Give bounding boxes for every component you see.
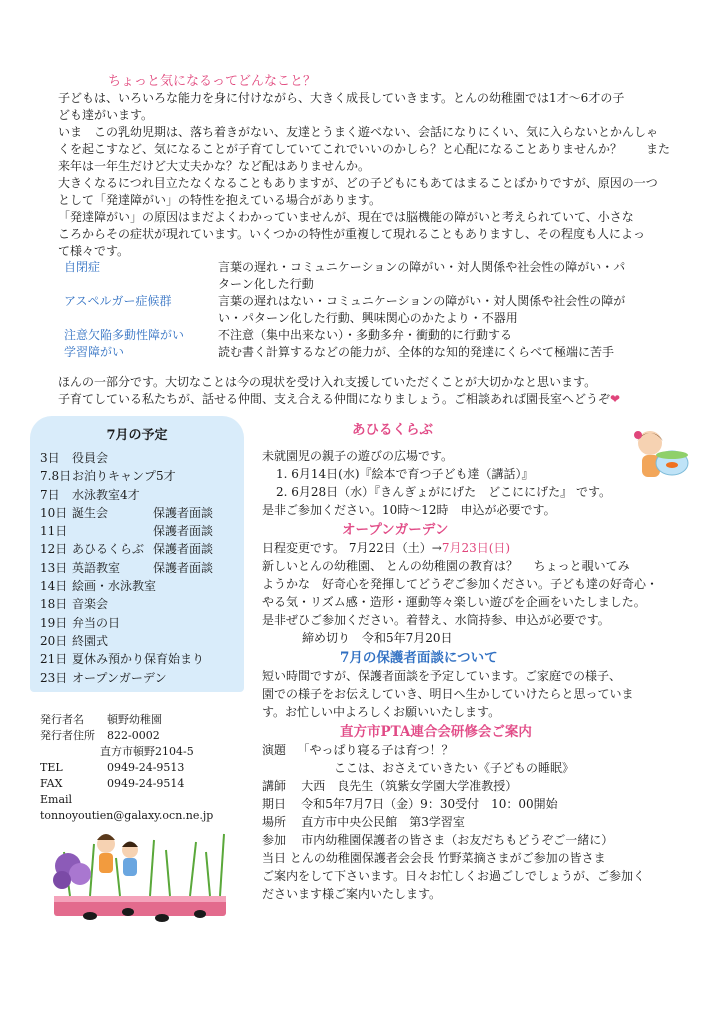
schedule-title: 7月の予定 bbox=[106, 428, 168, 443]
schedule-list bbox=[40, 450, 244, 688]
publisher-address-label: 発行者住所 bbox=[40, 729, 95, 742]
hydrangea-icon bbox=[53, 853, 91, 889]
theme-label: 演題 bbox=[262, 743, 287, 757]
intro-line: いま この乳幼児期は、落ち着きがない、友達とうまく遊べない、会話になりにくい、気に入らないとかんしゃ bbox=[58, 125, 659, 139]
publisher-name: 頓野幼稚園 bbox=[107, 713, 162, 726]
schedule-date: 3日 bbox=[40, 451, 60, 465]
date-text: 令和5年7月7日（金）9：30受付 10：00開始 bbox=[301, 797, 558, 811]
pta-lecturer bbox=[262, 778, 692, 796]
intro-line: ども達がいます。 bbox=[58, 108, 154, 122]
term-row bbox=[58, 276, 688, 293]
open-garden-line: 新しいとんの幼稚園、 とんの幼稚園の教育は？ ちょっと覗いてみ bbox=[262, 559, 630, 573]
schedule-row bbox=[40, 468, 244, 486]
place-text: 直方市中央公民館 第3学習室 bbox=[301, 815, 465, 829]
schedule-extra: 保護者面談 bbox=[153, 560, 214, 575]
schedule-date: 14日 bbox=[40, 579, 68, 594]
open-garden-line: ようかな 好奇心を発揮してどうぞご参加ください。子ども達の好奇心・ bbox=[262, 577, 659, 591]
parent-meeting-line: 園での様子をお伝えしていき、明日へ生かしていけたらと思っていま bbox=[262, 687, 634, 701]
schedule-extra: 保護者面談 bbox=[153, 505, 214, 520]
open-garden-title: オープンガーデン bbox=[342, 522, 449, 538]
heart-icon: ❤ bbox=[610, 392, 621, 406]
schedule-row bbox=[40, 560, 244, 578]
closing-paragraph bbox=[58, 374, 620, 408]
email-label: Email bbox=[40, 793, 73, 806]
term-name: アスペルガー症候群 bbox=[64, 294, 172, 308]
closing-line: ほんの一部分です。大切なことは今の現状を受け入れ支援していただくことが大切かなと思います。 bbox=[58, 375, 597, 389]
theme-text: 「やっぱり寝る子は育つ！？ bbox=[297, 743, 454, 757]
schedule-date: 19日 bbox=[40, 615, 68, 630]
term-row bbox=[58, 259, 688, 276]
term-name: 注意欠陥多動性障がい bbox=[64, 328, 185, 342]
publisher-address: 直方市頓野2104-5 bbox=[100, 745, 194, 758]
schedule-date: 11日 bbox=[40, 524, 68, 539]
pta-theme-sub: ここは、おさえていきたい《子どもの睡眠》 bbox=[334, 761, 575, 775]
tel-number: 0949-24-9513 bbox=[107, 761, 185, 774]
schedule-date: 10日 bbox=[40, 505, 68, 520]
schedule-row bbox=[40, 651, 244, 669]
pta-date bbox=[262, 796, 692, 814]
email-address[interactable]: tonnoyoutien@galaxy.ocn.ne.jp bbox=[40, 809, 214, 822]
open-garden-line: 是非ぜひご参加ください。着替え、水筒持参、申込が必要です。 bbox=[262, 613, 610, 627]
intro-line: 大きくなるにつれ目立たなくなることもありますが、どの子どもにもあてはまることばかりですが、原因の一つ bbox=[58, 176, 658, 190]
schedule-event: お泊りキャンプ5才 bbox=[72, 469, 176, 484]
open-garden-deadline: 締め切り 令和5年7月20日 bbox=[302, 631, 453, 645]
schedule-row bbox=[40, 523, 244, 541]
closing-text: 子育てしている私たちが、話せる仲間、支え合える仲間になりましょう。ご相談あれば園長室へどうぞ bbox=[58, 392, 611, 406]
schedule-event: あひるくらぶ bbox=[72, 542, 145, 557]
lecturer-label: 講師 bbox=[262, 779, 287, 793]
intro-line: て様々です。 bbox=[58, 244, 130, 258]
schedule-event: 夏休み預かり保育始まり bbox=[72, 652, 205, 667]
ahiru-title: あひるくらぶ bbox=[352, 422, 433, 438]
ahiru-line: 2. 6月28日（水）『きんぎょがにげた どこににげた』 です。 bbox=[276, 485, 612, 499]
open-garden-line: やる気・リズム感・造形・運動等々楽しい遊びを企画をいたしました。 bbox=[262, 595, 646, 609]
intro-line: くを起こすなど、気になることが子育てしていてこれでいいのかしら？と心配になることありませんか？ また bbox=[58, 142, 671, 156]
grass-icon bbox=[64, 834, 224, 896]
pta-closing-line: ご案内をして下さいます。日々お忙しくお過ごしでしょうが、ご参加く bbox=[262, 869, 646, 883]
term-definition: 言葉の遅れ・コミュニケーションの障がい・対人関係や社会性の障がい・パ bbox=[218, 260, 626, 274]
schedule-date: 18日 bbox=[40, 597, 68, 612]
schedule-extra: 保護者面談 bbox=[153, 542, 214, 557]
schedule-date: 21日 bbox=[40, 652, 68, 667]
term-name: 自閉症 bbox=[64, 260, 101, 274]
ahiru-line: 未就園児の親子の遊びの広場です。 bbox=[262, 449, 454, 463]
lecturer-text: 大西 良先生（筑紫女学園大学准教授） bbox=[301, 779, 518, 793]
new-date: 7月23日(日) bbox=[441, 541, 511, 555]
term-row bbox=[58, 344, 688, 361]
parent-meeting-line: 短い時間ですが、保護者面談を予定しています。ご家庭での様子、 bbox=[262, 669, 622, 683]
join-label: 参加 bbox=[262, 833, 287, 847]
schedule-event: 音楽会 bbox=[72, 597, 109, 612]
closing-line bbox=[58, 391, 620, 408]
intro-line: 来年は一年生だけど大丈夫かな？など配はありませんか。 bbox=[58, 159, 371, 173]
schedule-event: 英語教室 bbox=[72, 560, 121, 575]
schedule-row bbox=[40, 450, 244, 468]
fax-label: FAX bbox=[40, 777, 63, 790]
open-garden-change bbox=[262, 540, 692, 558]
schedule-event: 絵画・水泳教室 bbox=[72, 579, 157, 594]
intro-section bbox=[58, 74, 688, 260]
parent-meeting-line: す。お忙しい中よろしくお願いいたします。 bbox=[262, 705, 501, 719]
term-definition: 不注意（集中出来ない）・多動多弁・衝動的に行動する bbox=[218, 328, 513, 342]
disorder-list bbox=[58, 259, 688, 361]
schedule-event: 終園式 bbox=[72, 633, 109, 648]
schedule-row bbox=[40, 541, 244, 559]
term-definition: ターン化した行動 bbox=[218, 277, 314, 291]
place-label: 場所 bbox=[262, 815, 287, 829]
ahiru-line: 是非ご参加ください。10時～12時 申込が必要です。 bbox=[262, 503, 556, 517]
schedule-row bbox=[40, 505, 244, 523]
pta-closing-line: 当日 とんの幼稚園保護者会会長 竹野菜摘さまがご参加の皆さま bbox=[262, 851, 606, 865]
schedule-row bbox=[40, 633, 244, 651]
schedule-date: 12日 bbox=[40, 542, 68, 557]
schedule-row bbox=[40, 670, 244, 688]
publisher-name-label: 発行者名 bbox=[40, 713, 84, 726]
pta-theme bbox=[262, 742, 692, 760]
intro-line: 子どもは、いろいろな能力を身に付けながら、大きく成長していきます。とんの幼稚園では1才～6才の子 bbox=[58, 91, 625, 105]
term-row bbox=[58, 293, 688, 310]
intro-title: ちょっと気になるってどんなこと？ bbox=[108, 74, 317, 89]
pta-title: 直方市PTA連合会研修会ご案内 bbox=[340, 724, 532, 740]
term-definition: 言葉の遅れはない・コミュニケーションの障がい・対人関係や社会性の障が bbox=[218, 294, 626, 308]
flowers-children-illustration bbox=[50, 822, 230, 922]
schedule-date: 13日 bbox=[40, 560, 68, 575]
term-name: 学習障がい bbox=[64, 345, 125, 359]
publisher-info bbox=[40, 712, 213, 824]
term-row bbox=[58, 327, 688, 344]
date-label: 期日 bbox=[262, 797, 287, 811]
schedule-event: 誕生会 bbox=[72, 505, 109, 520]
intro-line: 「発達障がい」の原因はまだよくわかっていませんが、現在では脳機能の障がいと考えられていて、小さな bbox=[58, 210, 634, 224]
schedule-box bbox=[30, 416, 244, 692]
schedule-row bbox=[40, 487, 244, 505]
right-column bbox=[262, 420, 692, 904]
schedule-row bbox=[40, 578, 244, 596]
ahiru-line: 1. 6月14日(水)『絵本で育つ子ども達（講話）』 bbox=[276, 467, 534, 481]
publisher-zip: 822-0002 bbox=[107, 729, 160, 742]
join-text: 市内幼稚園保護者の皆さま（お友だちもどうぞご一緒に） bbox=[301, 833, 614, 847]
tel-label: TEL bbox=[40, 761, 63, 774]
schedule-event: オープンガーデン bbox=[72, 670, 167, 685]
pta-place bbox=[262, 814, 692, 832]
schedule-date: 23日 bbox=[40, 670, 68, 685]
term-row bbox=[58, 310, 688, 327]
term-definition: 読む書く計算するなどの能力が、全体的な知的発達にくらべて極端に苦手 bbox=[218, 345, 615, 359]
term-definition: い・パターン化した行動、興味関心のかたより・不器用 bbox=[218, 311, 518, 325]
pta-closing-line: ださいます様ご案内いたします。 bbox=[262, 887, 442, 901]
schedule-event: 水泳教室4才 bbox=[72, 487, 140, 502]
date-change-text: 日程変更です。 7月22日（土）→ bbox=[262, 541, 442, 555]
fax-number: 0949-24-9514 bbox=[107, 777, 185, 790]
schedule-date: 7.8日 bbox=[40, 469, 72, 484]
intro-line: として「発達障がい」の特性を抱えている場合があります。 bbox=[58, 193, 382, 207]
schedule-event: 弁当の日 bbox=[72, 615, 121, 630]
schedule-event: 役員会 bbox=[72, 451, 109, 465]
intro-line: ころからその症状が現れています。いくつかの特性が重複して現れることもありますし、その程度も人によっ bbox=[58, 227, 646, 241]
pta-join bbox=[262, 832, 692, 850]
schedule-row bbox=[40, 596, 244, 614]
schedule-date: 7日 bbox=[40, 487, 60, 502]
schedule-row bbox=[40, 615, 244, 633]
schedule-extra: 保護者面談 bbox=[153, 524, 214, 539]
parent-meeting-title: 7月の保護者面談について bbox=[340, 650, 498, 666]
schedule-date: 20日 bbox=[40, 633, 68, 648]
